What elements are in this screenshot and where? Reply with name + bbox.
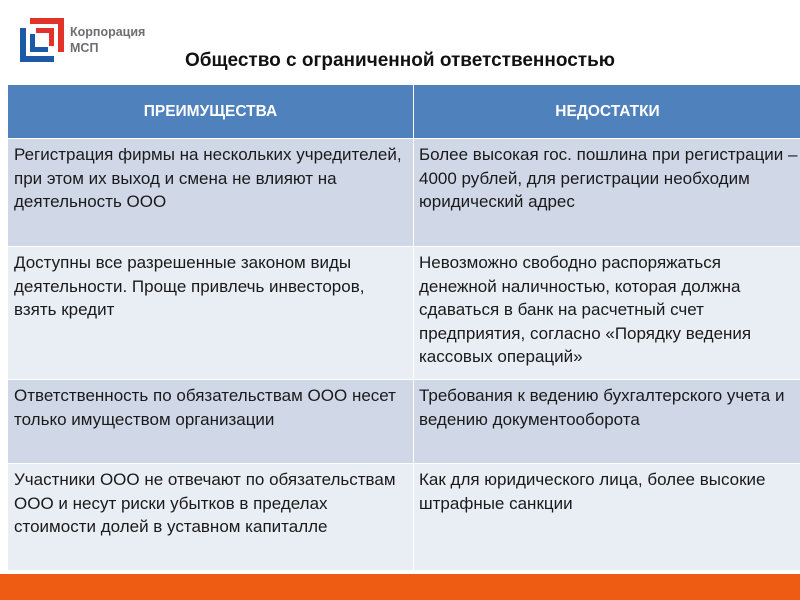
msp-logo-icon [20, 18, 64, 62]
advantage-cell: Участники ООО не отвечают по обязательствам ООО и несут риски убытков в пределах стоимости долей в уставном капиталле [8, 464, 414, 571]
logo-line-2: МСП [70, 41, 99, 55]
logo-line-1: Корпорация [70, 25, 146, 39]
bottom-accent-bar [0, 574, 800, 600]
table-row [8, 380, 800, 464]
table-row [8, 464, 800, 571]
comparison-table [7, 84, 800, 571]
advantage-cell: Регистрация фирмы на нескольких учредителей, при этом их выход и смена не влияют на деятельность ООО [8, 139, 414, 247]
advantage-cell: Ответственность по обязательствам ООО несет только имуществом организации [8, 380, 414, 464]
table-header-row [8, 85, 800, 139]
header-advantages: ПРЕИМУЩЕСТВА [8, 85, 414, 139]
advantage-cell: Доступны все разрешенные законом виды деятельности. Проще привлечь инвесторов, взять кредит [8, 247, 414, 380]
disadvantage-cell: Как для юридического лица, более высокие штрафные санкции [414, 464, 800, 571]
table-row [8, 139, 800, 247]
disadvantage-cell: Требования к ведению бухгалтерского учета и ведению документооборота [414, 380, 800, 464]
slide-title: Общество с ограниченной ответственностью [184, 50, 616, 71]
disadvantage-cell: Невозможно свободно распоряжаться денежной наличностью, которая должна сдаваться в банк на расчетный счет предприятия, согласно «Порядку ведения кассовых операций» [414, 247, 800, 380]
disadvantage-cell: Более высокая гос. пошлина при регистрации – 4000 рублей, для регистрации необходим юридический адрес [414, 139, 800, 247]
header-disadvantages: НЕДОСТАТКИ [414, 85, 800, 139]
logo-text [70, 24, 145, 56]
table-row [8, 247, 800, 380]
